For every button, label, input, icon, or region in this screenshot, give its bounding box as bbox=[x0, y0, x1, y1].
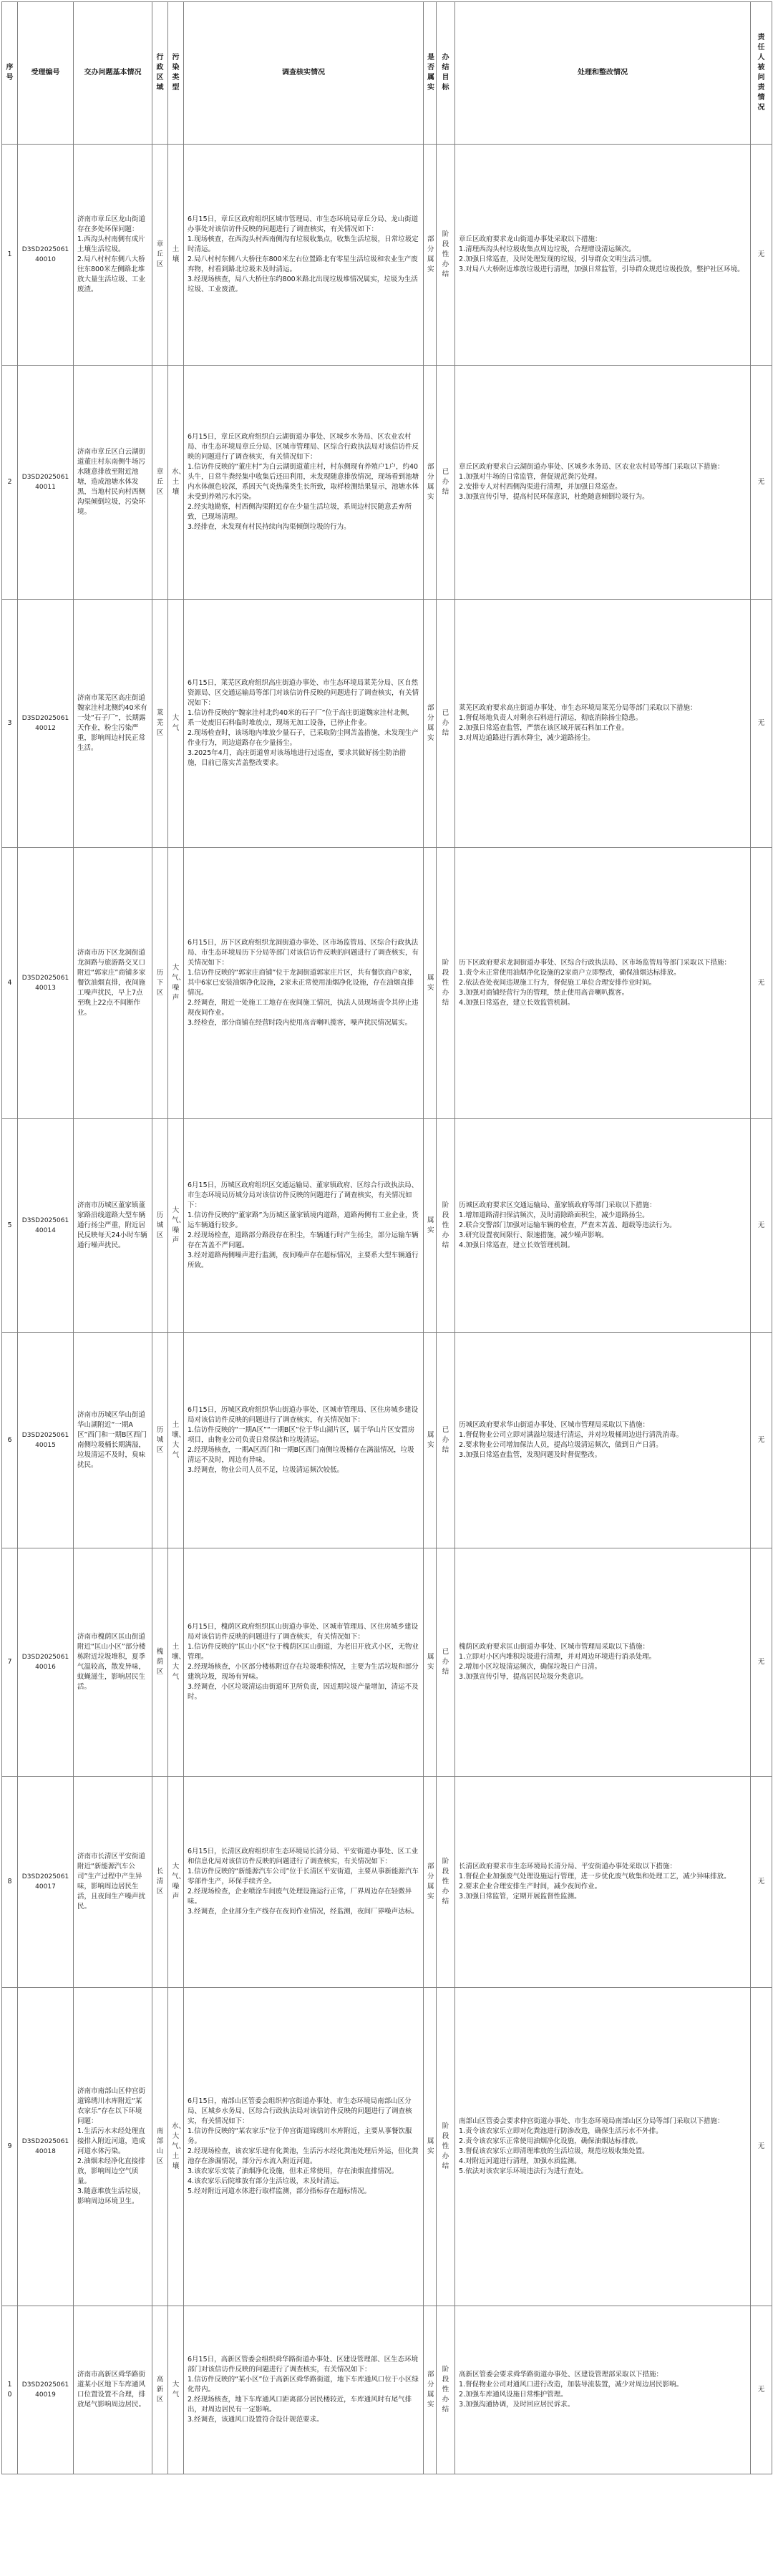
area: 历下区 bbox=[152, 848, 168, 1119]
action-text: 章丘区政府要求龙山街道办事处采取以下措施： 1.清理西沟头村垃圾收集点周边垃圾，合理增设清运频次。 2.加强日常巡查，及时处理发现的垃圾，引导群众文明生活习惯。 3.对局八大桥附近堆放垃圾进行清理，加强日常监管，引导群众规范垃圾投放，整护社区环境。 bbox=[455, 145, 751, 366]
verdict: 部分属实 bbox=[424, 366, 437, 600]
issue-text: 济南市历城区董家镇董家路沿线道路大型车辆通行扬尘严重，附近居民反映每天24小时车辆通行噪声扰民。 bbox=[74, 1119, 152, 1333]
accountability: 无 bbox=[751, 1988, 772, 2306]
table-row bbox=[2, 1119, 772, 1333]
complaint-table bbox=[1, 1, 772, 2474]
verification-text: 6月15日，章丘区政府组织区城市管理局、市生态环境局章丘分局、龙山街道办事处对该信访件反映的问题进行了调查核实，有关情况如下： 1.现场核查，在西沟头村西南侧沟有垃圾收集点，收集生活垃圾，日常垃圾定时清运。 2.局八村村东侧八大桥往东800米左右位置路北有零星生活垃圾和农业生产废弃物，村看到路北垃圾未及时清运。 3.经现场核查，局八大桥往东约800米路北出现垃圾堆情况属实，垃圾为生活垃圾、工业废渣。 bbox=[184, 145, 424, 366]
action-text: 高新区管委会要求舜华路街道办事处、区建设管理部采取以下措施： 1.督促物业公司对通风口进行改造，加装导流装置，减少对周边居民影响。 2.加强车库通风设施日常维护管理。 3.加强沟通协调，及时回应居民诉求。 bbox=[455, 2306, 751, 2474]
verification-text: 6月15日，高新区管委会组织舜华路街道办事处、区建设管理部、区生态环境部门对该信访件反映的问题进行了调查核实，有关情况如下： 1.信访件反映的“某小区”位于高新区舜华路街道，地下车库通风口位于小区绿化带内。 2.经现场核查，地下车库通风口距离部分居民楼较近，车库通风时有尾气排出，对周边居民有一定影响。 3.经调查，该通风口设置符合设计规范要求。 bbox=[184, 2306, 424, 2474]
pollution-type: 大气 bbox=[168, 2306, 184, 2474]
verification-text: 6月15日，长清区政府组织市生态环境局长清分局、平安街道办事处、区工业和信息化局对该信访件反映的问题进行了调查核实，有关情况如下： 1.信访件反映的“新能源汽车公司”位于长清区平安街道，主要从事新能源汽车零部件生产，环保手续齐全。 2.经现场检查，企业喷涂车间废气处理设施运行正常，厂界周边存在轻微异味。 3.经调查，企业部分生产线存在夜间作业情况，经监测，夜间厂界噪声达标。 bbox=[184, 1777, 424, 1988]
pollution-type: 大气、噪声 bbox=[168, 848, 184, 1119]
completion: 阶段性办结 bbox=[437, 1988, 455, 2306]
accountability: 无 bbox=[751, 1333, 772, 1548]
action-text: 南部山区管委会要求仲宫街道办事处、市生态环境局南部山区分局等部门采取以下措施： 1.责令该农家乐立即对化粪池进行防渗改造，确保生活污水不外排。 2.责令该农家乐正常使用油烟净化设施，确保油烟达标排放。 3.督促该农家乐立即清理堆放的生活垃圾，规范垃圾收集处置。 4.对附近河道进行清理，加强水质监测。 5.依法对该农家乐环境违法行为进行查处。 bbox=[455, 1988, 751, 2306]
header-index: 序号 bbox=[2, 2, 18, 145]
pollution-type: 大气 bbox=[168, 600, 184, 848]
row-index: 9 bbox=[2, 1988, 18, 2306]
accountability: 无 bbox=[751, 1548, 772, 1777]
case-number: D3SD202506140012 bbox=[18, 600, 74, 848]
verdict: 属实 bbox=[424, 1988, 437, 2306]
action-text: 莱芜区政府要求高庄街道办事处、市生态环境局莱芜分局等部门采取以下措施： 1.督促场地负责人对剩余石料进行清运，彻底消除扬尘隐患。 2.加强日常巡查监管，严禁在该区域开展石料加工作业。 3.对周边道路进行洒水降尘，减少道路扬尘。 bbox=[455, 600, 751, 848]
area: 长清区 bbox=[152, 1777, 168, 1988]
accountability: 无 bbox=[751, 1119, 772, 1333]
row-index: 10 bbox=[2, 2306, 18, 2474]
header-pollution-type: 污染类型 bbox=[168, 2, 184, 145]
completion: 阶段性办结 bbox=[437, 2306, 455, 2474]
issue-text: 济南市高新区舜华路街道某小区地下车库通风口位置设置不合理，排放尾气影响周边居民。 bbox=[74, 2306, 152, 2474]
table-row bbox=[2, 600, 772, 848]
case-number: D3SD202506140017 bbox=[18, 1777, 74, 1988]
table-row bbox=[2, 366, 772, 600]
action-text: 历下区政府要求龙洞街道办事处、区综合行政执法局、区市场监管局等部门采取以下措施： 1.责令未正常使用油烟净化设施的2家商户立即整改，确保油烟达标排放。 2.依法查处夜间违规施工行为，督促施工单位合理安排作业时间。 3.加强对商铺经营行为的管理，禁止使用高音喇叭揽客。 4.加强日常巡查，建立长效监管机制。 bbox=[455, 848, 751, 1119]
accountability: 无 bbox=[751, 848, 772, 1119]
accountability: 无 bbox=[751, 1777, 772, 1988]
pollution-type: 大气、噪声 bbox=[168, 1119, 184, 1333]
completion: 阶段性办结 bbox=[437, 848, 455, 1119]
table-row bbox=[2, 1777, 772, 1988]
verdict: 部分属实 bbox=[424, 600, 437, 848]
case-number: D3SD202506140010 bbox=[18, 145, 74, 366]
table-row bbox=[2, 1548, 772, 1777]
row-index: 3 bbox=[2, 600, 18, 848]
completion: 阶段性办结 bbox=[437, 1119, 455, 1333]
pollution-type: 水、大气、土壤 bbox=[168, 1988, 184, 2306]
area: 章丘区 bbox=[152, 366, 168, 600]
header-issue: 交办问题基本情况 bbox=[74, 2, 152, 145]
issue-text: 济南市南部山区仲宫街道锦绣川水库附近“某农家乐”存在以下环境问题： 1.生活污水未经处理直接排入附近河道，造成河道水体污染。 2.油烟未经净化直接排放，影响周边空气质量。 3.随意堆放生活垃圾，影响周边环境卫生。 bbox=[74, 1988, 152, 2306]
area: 莱芜区 bbox=[152, 600, 168, 848]
completion: 已办结 bbox=[437, 366, 455, 600]
document-sheet bbox=[0, 1, 773, 2576]
row-index: 5 bbox=[2, 1119, 18, 1333]
table-header-row bbox=[2, 2, 772, 145]
verdict: 部分属实 bbox=[424, 1777, 437, 1988]
case-number: D3SD202506140013 bbox=[18, 848, 74, 1119]
accountability: 无 bbox=[751, 600, 772, 848]
case-number: D3SD202506140018 bbox=[18, 1988, 74, 2306]
row-index: 7 bbox=[2, 1548, 18, 1777]
completion: 阶段性办结 bbox=[437, 145, 455, 366]
action-text: 长清区政府要求市生态环境局长清分局、平安街道办事处采取以下措施： 1.督促企业加强废气处理设施运行管理，进一步优化废气收集和处理工艺，减少异味排放。 2.要求企业合理安排生产时间，减少夜间作业。 3.加强日常监管，定期开展监督性监测。 bbox=[455, 1777, 751, 1988]
pollution-type: 土壤 bbox=[168, 145, 184, 366]
completion: 已办结 bbox=[437, 600, 455, 848]
header-area: 行政区域 bbox=[152, 2, 168, 145]
verdict: 属实 bbox=[424, 1119, 437, 1333]
verdict: 部分属实 bbox=[424, 145, 437, 366]
area: 南部山区 bbox=[152, 1988, 168, 2306]
verdict: 属实 bbox=[424, 848, 437, 1119]
row-index: 4 bbox=[2, 848, 18, 1119]
issue-text: 济南市历下区龙洞街道龙洞路与旅游路交叉口附近“郭家庄”商铺多家餐饮油烟直排，夜间施工噪声扰民，早上7点至晚上22点不间断作业。 bbox=[74, 848, 152, 1119]
issue-text: 济南市章丘区龙山街道存在多处环保问题： 1.西沟头村南侧有成片土壤生活垃圾。 2.局八村村东侧八大桥往东800米左侧路北堆放大量生活垃圾、工业废渣。 bbox=[74, 145, 152, 366]
verification-text: 6月15日，章丘区政府组织白云湖街道办事处、区城乡水务局、区农业农村局、市生态环境局章丘分局、区城市管理局、区综合行政执法局对该信访件反映的问题进行了调查核实，有关情况如下： 1.信访件反映的“董庄村”为白云湖街道董庄村，村东侧现有养殖户1户，约40头牛，日常牛粪经集中收集后还田利用，未发现随意排放情况，现场看到池塘内水体颜色较深，系因天气炎热藻类生长所致，取样检测结果显示，池塘水体未受到养殖污水污染。 2.经实地勘察，村西侧沟渠附近存在少量生活垃圾，系周边村民随意丢弃所致，已现场清理。 3.经排查，未发现有村民持续向沟渠倾倒垃圾的行为。 bbox=[184, 366, 424, 600]
issue-text: 济南市槐荫区匡山街道附近“匡山小区”部分楼栋附近垃圾堆积，夏季气温较高，散发异味，蚊蝇滋生，影响居民生活。 bbox=[74, 1548, 152, 1777]
issue-text: 济南市章丘区白云湖街道董庄村东南侧牛场污水随意排放至附近池塘，造成池塘水体发黑，当地村民向村西侧沟渠倾倒垃圾，污染环境。 bbox=[74, 366, 152, 600]
header-completion: 办结目标 bbox=[437, 2, 455, 145]
verification-text: 6月15日，历下区政府组织龙洞街道办事处、区市场监管局、区综合行政执法局、市生态环境局历下分局等部门对该信访件反映的问题进行了调查核实，有关情况如下： 1.信访件反映的“郭家庄商铺”位于龙洞街道郭家庄片区，共有餐饮商户8家，其中6家已安装油烟净化设施，2家未正常使用油烟净化设施，存在油烟直排情况。 2.经调查，附近一处施工工地存在夜间施工情况，执法人员现场责令其停止违规夜间作业。 3.经检查，部分商铺在经营时段内使用高音喇叭揽客，噪声扰民情况属实。 bbox=[184, 848, 424, 1119]
action-text: 历城区政府要求华山街道办事处、区城市管理局采取以下措施： 1.督促物业公司立即对满溢垃圾进行清运，并对垃圾桶周边进行清洗消毒。 2.要求物业公司增加保洁人员，提高垃圾清运频次，做到日产日清。 3.加强日常巡查监管，发现问题及时督促整改。 bbox=[455, 1333, 751, 1548]
completion: 阶段性办结 bbox=[437, 1777, 455, 1988]
row-index: 6 bbox=[2, 1333, 18, 1548]
row-index: 1 bbox=[2, 145, 18, 366]
table-row bbox=[2, 1988, 772, 2306]
action-text: 历城区政府要求区交通运输局、董家镇政府等部门采取以下措施： 1.增加道路清扫保洁频次，及时清除路面积尘，减少道路扬尘。 2.联合交警部门加强对运输车辆的检查，严查未苫盖、超载等违法行为。 3.研究设置夜间限行、限速措施，减少噪声影响。 4.加强日常巡查，建立长效管理机制。 bbox=[455, 1119, 751, 1333]
pollution-type: 土壤、大气 bbox=[168, 1333, 184, 1548]
pollution-type: 大气、噪声 bbox=[168, 1777, 184, 1988]
table-row bbox=[2, 145, 772, 366]
verification-text: 6月15日，槐荫区政府组织匡山街道办事处、区城市管理局、区住房城乡建设局对该信访件反映的问题进行了调查核实，有关情况如下： 1.信访件反映的“匡山小区”位于槐荫区匡山街道，为老旧开放式小区，无物业管理。 2.经现场核查，小区部分楼栋附近存在垃圾堆积情况，主要为生活垃圾和部分建筑垃圾，现场有异味。 3.经调查，小区垃圾清运由街道环卫所负责，因近期垃圾产量增加，清运不及时。 bbox=[184, 1548, 424, 1777]
accountability: 无 bbox=[751, 366, 772, 600]
verification-text: 6月15日，莱芜区政府组织高庄街道办事处、市生态环境局莱芜分局、区自然资源局、区交通运输局等部门对该信访件反映的问题进行了调查核实，有关情况如下： 1.信访件反映的“魏家洼村北约40米的石子厂”位于高庄街道魏家洼村北侧，系一处废旧石料临时堆放点，现场无加工设备，已停止作业。 2.现场检查时，该场地内堆放少量石子，已采取防尘网苫盖措施，未发现生产作业行为，周边道路存在少量扬尘。 3.2025年4月，高庄街道曾对该场地进行过巡查，要求其做好扬尘防治措施，目前已落实苫盖整改要求。 bbox=[184, 600, 424, 848]
verdict: 属实 bbox=[424, 1333, 437, 1548]
area: 高新区 bbox=[152, 2306, 168, 2474]
area: 章丘区 bbox=[152, 145, 168, 366]
case-number: D3SD202506140014 bbox=[18, 1119, 74, 1333]
header-accountability: 责任人被问责情况 bbox=[751, 2, 772, 145]
action-text: 槐荫区政府要求匡山街道办事处、区城市管理局采取以下措施： 1.立即对小区内堆积垃圾进行清理，并对周边环境进行消杀处理。 2.增加小区垃圾清运频次，确保垃圾日产日清。 3.加强宣传引导，提高居民垃圾分类意识。 bbox=[455, 1548, 751, 1777]
area: 槐荫区 bbox=[152, 1548, 168, 1777]
completion: 已办结 bbox=[437, 1548, 455, 1777]
header-verdict: 是否属实 bbox=[424, 2, 437, 145]
pollution-type: 土壤、大气 bbox=[168, 1548, 184, 1777]
row-index: 2 bbox=[2, 366, 18, 600]
case-number: D3SD202506140015 bbox=[18, 1333, 74, 1548]
case-number: D3SD202506140019 bbox=[18, 2306, 74, 2474]
issue-text: 济南市莱芜区高庄街道魏家洼村北侧约40米有一处“石子厂”，长期露天作业，粉尘污染严重，影响周边村民正常生活。 bbox=[74, 600, 152, 848]
pollution-type: 水、土壤 bbox=[168, 366, 184, 600]
accountability: 无 bbox=[751, 2306, 772, 2474]
table-row bbox=[2, 1333, 772, 1548]
header-verification: 调查核实情况 bbox=[184, 2, 424, 145]
header-case-number: 受理编号 bbox=[18, 2, 74, 145]
area: 历城区 bbox=[152, 1119, 168, 1333]
action-text: 章丘区政府要求白云湖街道办事处、区城乡水务局、区农业农村局等部门采取以下措施： 1.加强对牛场的日常监管，督促规范粪污处理。 2.安排专人对村西侧沟渠进行清理，并加强日常巡查。 3.加强宣传引导，提高村民环保意识，杜绝随意倾倒垃圾行为。 bbox=[455, 366, 751, 600]
row-index: 8 bbox=[2, 1777, 18, 1988]
verification-text: 6月15日，历城区政府组织华山街道办事处、区城市管理局、区住房城乡建设局对该信访件反映的问题进行了调查核实，有关情况如下： 1.信访件反映的“一期A区”“一期B区”位于华山湖片区，属于华山片区安置房项目，由物业公司负责日常保洁和垃圾清运。 2.经现场核查，一期A区西门和一期B区西门南侧垃圾桶存在满溢情况，垃圾清运不及时，周边有异味。 3.经调查，物业公司人员不足，垃圾清运频次较低。 bbox=[184, 1333, 424, 1548]
issue-text: 济南市长清区平安街道附近“新能源汽车公司”生产过程中产生异味，影响周边居民生活，且夜间生产噪声扰民。 bbox=[74, 1777, 152, 1988]
verification-text: 6月15日，历城区政府组织区交通运输局、董家镇政府、区综合行政执法局、市生态环境局历城分局对该信访件反映的问题进行了调查核实，有关情况如下： 1.信访件反映的“董家路”为历城区董家镇境内道路，道路两侧有工业企业，货运车辆通行较多。 2.经现场检查，道路部分路段存在积尘，车辆通行时产生扬尘，部分运输车辆存在苫盖不严问题。 3.经对道路两侧噪声进行监测，夜间噪声存在超标情况，主要系大型车辆通行所致。 bbox=[184, 1119, 424, 1333]
table-row bbox=[2, 848, 772, 1119]
completion: 已办结 bbox=[437, 1333, 455, 1548]
header-action: 处理和整改情况 bbox=[455, 2, 751, 145]
verification-text: 6月15日，南部山区管委会组织仲宫街道办事处、市生态环境局南部山区分局、区城乡水务局、区综合行政执法局对该信访件反映的问题进行了调查核实，有关情况如下： 1.信访件反映的“某农家乐”位于仲宫街道锦绣川水库附近，主要从事餐饮服务。 2.经现场检查，该农家乐建有化粪池，生活污水经化粪池处理后外运，但化粪池存在渗漏情况，部分污水流入附近河道。 3.该农家乐安装了油烟净化设施，但未正常使用，存在油烟直排情况。 4.该农家乐后院堆放有部分生活垃圾，未及时清运。 5.经对附近河道水体进行取样监测，部分指标存在超标情况。 bbox=[184, 1988, 424, 2306]
table-row bbox=[2, 2306, 772, 2474]
accountability: 无 bbox=[751, 145, 772, 366]
case-number: D3SD202506140016 bbox=[18, 1548, 74, 1777]
verdict: 部分属实 bbox=[424, 2306, 437, 2474]
case-number: D3SD202506140011 bbox=[18, 366, 74, 600]
verdict: 属实 bbox=[424, 1548, 437, 1777]
issue-text: 济南市历城区华山街道华山湖附近“一期A区”西门和一期B区西门南侧垃圾桶长期满溢，垃圾清运不及时，臭味扰民。 bbox=[74, 1333, 152, 1548]
area: 历城区 bbox=[152, 1333, 168, 1548]
